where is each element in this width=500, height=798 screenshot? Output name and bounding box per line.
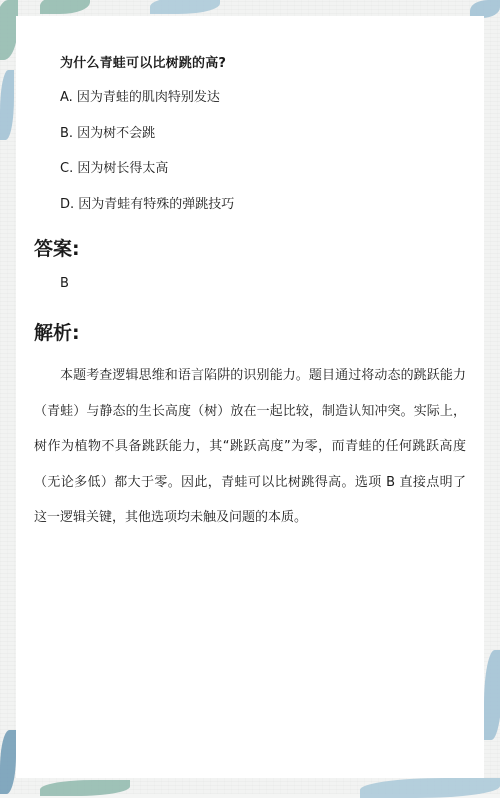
- analysis-text: 本题考查逻辑思维和语言陷阱的识别能力。题目通过将动态的跳跃能力（青蛙）与静态的生长高度（树）放在一起比较，制造认知冲突。实际上，树作为植物不具备跳跃能力，其“跳跃高度”为零，而青蛙的任何跳跃高度（无论多低）都大于零。因此，青蛙可以比树跳得高。选项 B 直接点明了这一逻辑关键，其他选项均未触及问题的本质。: [34, 368, 466, 525]
- answer-value: B: [60, 276, 69, 291]
- leaf-decoration-top-left-2: [0, 70, 14, 140]
- leaf-decoration-top: [150, 0, 220, 14]
- content-card: [16, 16, 484, 778]
- question-title: 为什么青蛙可以比树跳的高?: [60, 56, 227, 71]
- answer-heading: 答案:: [34, 238, 80, 260]
- leaf-decoration-bottom-right: [360, 778, 500, 798]
- leaf-decoration-right: [484, 650, 500, 740]
- leaf-decoration-bottom-left: [0, 730, 16, 794]
- option-b: B. 因为树不会跳: [60, 126, 156, 141]
- option-c: C. 因为树长得太高: [60, 161, 169, 176]
- analysis-heading: 解析:: [34, 322, 80, 344]
- option-a: A. 因为青蛙的肌肉特别发达: [60, 90, 220, 105]
- leaf-decoration-top-2: [40, 0, 90, 14]
- option-d: D. 因为青蛙有特殊的弹跳技巧: [60, 197, 235, 212]
